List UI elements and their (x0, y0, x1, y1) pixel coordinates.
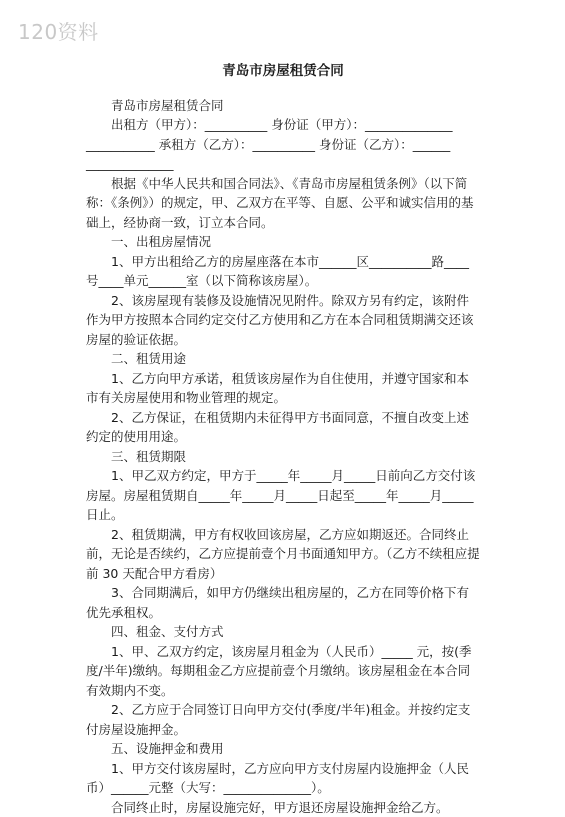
clause-3-3: 3、合同期满后，如甲方仍继续出租房屋的，乙方在同等价格下有优先承租权。 (86, 583, 480, 622)
watermark-logo: 120资料 (18, 16, 99, 45)
preamble-paragraph: 根据《中华人民共和国合同法》、《青岛市房屋租赁条例》（以下简称：《条例》）的规定，甲、乙双方在平等、自愿、公平和诚实信用的基础上，经协商一致，订立本合同。 (86, 174, 480, 233)
section-heading-4: 四、租金、支付方式 (86, 622, 480, 642)
lessee-line: ___________ 承租方（乙方）：__________ 身份证（乙方）：______ (86, 135, 480, 155)
clause-2-1: 1、乙方向甲方承诺，租赁该房屋作为自住使用，并遵守国家和本市有关房屋使用和物业管理的规定。 (86, 369, 480, 408)
clause-4-1: 1、甲、乙双方约定，该房屋月租金为（人民币）_____ 元，按(季度/半年)缴纳。每期租金乙方应提前壹个月缴纳。该房屋租金在本合同有效期内不变。 (86, 642, 480, 701)
clause-5-2: 合同终止时，房屋设施完好，甲方退还房屋设施押金给乙方。 (86, 798, 480, 817)
section-heading-3: 三、租赁期限 (86, 447, 480, 467)
clause-5-1: 1、甲方交付该房屋时，乙方应向甲方支付房屋内设施押金（人民币）______元整（大写：______________）。 (86, 759, 480, 798)
clause-3-1: 1、甲乙双方约定，甲方于_____年_____月_____日前向乙方交付该房屋。房屋租赁期自_____年_____月_____日起至_____年_____月_____日止。 (86, 466, 480, 525)
blank-line: ______________ (86, 154, 480, 174)
document-title: 青岛市房屋租赁合同 (86, 62, 480, 82)
clause-2-2: 2、乙方保证，在租赁期内未征得甲方书面同意，不擅自改变上述约定的使用用途。 (86, 408, 480, 447)
section-heading-1: 一、出租房屋情况 (86, 232, 480, 252)
clause-1-1: 1、甲方出租给乙方的房屋座落在本市______区__________路____号____单元______室（以下简称该房屋）。 (86, 252, 480, 291)
paragraph-heading-repeat: 青岛市房屋租赁合同 (86, 96, 480, 116)
section-heading-5: 五、设施押金和费用 (86, 739, 480, 759)
lessor-line: 出租方（甲方）：__________ 身份证（甲方）：______________ (86, 115, 480, 135)
contract-document (86, 62, 480, 817)
clause-4-2: 2、乙方应于合同签订日向甲方交付(季度/半年)租金。并按约定支付房屋设施押金。 (86, 700, 480, 739)
clause-3-2: 2、租赁期满，甲方有权收回该房屋，乙方应如期返还。合同终止前，无论是否续约，乙方应提前壹个月书面通知甲方。（乙方不续租应提前 30 天配合甲方看房） (86, 525, 480, 584)
section-heading-2: 二、租赁用途 (86, 349, 480, 369)
clause-1-2: 2、该房屋现有装修及设施情况见附件。除双方另有约定，该附件作为甲方按照本合同约定交付乙方使用和乙方在本合同租赁期满交还该房屋的验证依据。 (86, 291, 480, 350)
